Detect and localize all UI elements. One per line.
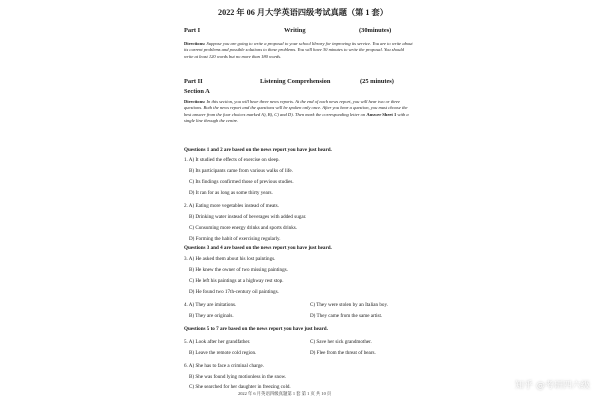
part-2-label: Part II — [184, 78, 203, 85]
part-2-name: Listening Comprehension — [260, 78, 331, 85]
question-option: C) Save her sick grandmother. — [310, 339, 372, 345]
question-option: C) They were stolen by an Italian boy. — [310, 302, 388, 308]
part-1-directions — [184, 41, 414, 60]
question-option: C) Consuming more energy drinks and sports drinks. — [189, 225, 297, 231]
part-1-label: Part I — [184, 27, 201, 34]
question-option: 5. A) Look after her grandfather. — [184, 339, 251, 345]
part-1-time: (30minutes) — [359, 27, 392, 34]
question-option: B) Its participants came from various walks of life. — [189, 168, 293, 174]
part-1-name: Writing — [284, 27, 306, 34]
directions-label: Directions: — [184, 99, 206, 104]
question-group-header: Questions 5 to 7 are based on the news report you have just heard. — [184, 326, 328, 332]
question-option: B) They are originals. — [189, 313, 234, 319]
directions-label: Directions: — [184, 41, 206, 46]
question-option: B) Drinking water instead of beverages with added sugar. — [189, 214, 307, 220]
directions-text: In this section, you will hear three news reports. At the end of each news report, you will hear two or three questions. Both the news report and the questions will be spoken only once. After you hear a question, you must choose the best answer from the four choices marked A), B), C) and D). Then mark the corresponding letter on — [184, 99, 408, 117]
question-option: B) Leave the remote cold region. — [189, 350, 257, 356]
question-option: 6. A) She has to face a criminal charge. — [184, 363, 264, 369]
question-option: B) She was found lying motionless in the snow. — [189, 374, 287, 380]
question-option: D) Flee from the threat of bears. — [310, 350, 376, 356]
exam-page — [178, 0, 422, 400]
question-option: B) He knew the owner of two missing paintings. — [189, 267, 288, 273]
answer-sheet-ref: Answer Sheet 1 — [366, 111, 397, 117]
part-2-directions — [184, 99, 414, 124]
question-option: C) Its findings confirmed those of previous studies. — [189, 179, 294, 185]
question-option: D) He found two 17th-century oil paintings. — [189, 289, 279, 295]
section-a-label: Section A — [184, 88, 210, 95]
question-option: D) It ran for as long as some thirty years. — [189, 190, 273, 196]
question-option: D) They came from the same artist. — [310, 313, 383, 319]
question-option: C) He left his paintings at a highway rest stop. — [189, 278, 284, 284]
question-option: C) She searched for her daughter in freezing cold. — [189, 384, 291, 390]
part-2-time: (25 minutes) — [360, 78, 394, 85]
zhihu-watermark: 知乎 @考研四六级 — [515, 381, 590, 391]
directions-text: Suppose you are going to write a proposal to your school library for improving its service. You are to write about its current problems and possible solutions to these problems. You will have 30 minutes to write the proposal. You should write at least 120 words but no more than 180 words. — [184, 41, 413, 59]
question-option: 2. A) Eating more vegetables instead of meats. — [184, 203, 279, 209]
question-option: 3. A) He asked them about his lost paintings. — [184, 256, 276, 262]
question-option: D) Forming the habit of exercising regularly. — [189, 236, 281, 242]
page-footer: 2022 年 6 月英语四级真题第 1 套 第 1 页 共 10 页 — [238, 391, 332, 396]
exam-title: 2022 年 06 月大学英语四级考试真题（第 1 套） — [218, 8, 388, 17]
question-group-header: Questions 3 and 4 are based on the news report you have just heard. — [184, 245, 332, 251]
question-group-header: Questions 1 and 2 are based on the news report you have just heard. — [184, 147, 332, 153]
question-option: 4. A) They are imitations. — [184, 302, 237, 308]
question-option: 1. A) It studied the effects of exercise on sleep. — [184, 157, 280, 163]
directions-text: with a single line through the centre. — [184, 111, 409, 123]
